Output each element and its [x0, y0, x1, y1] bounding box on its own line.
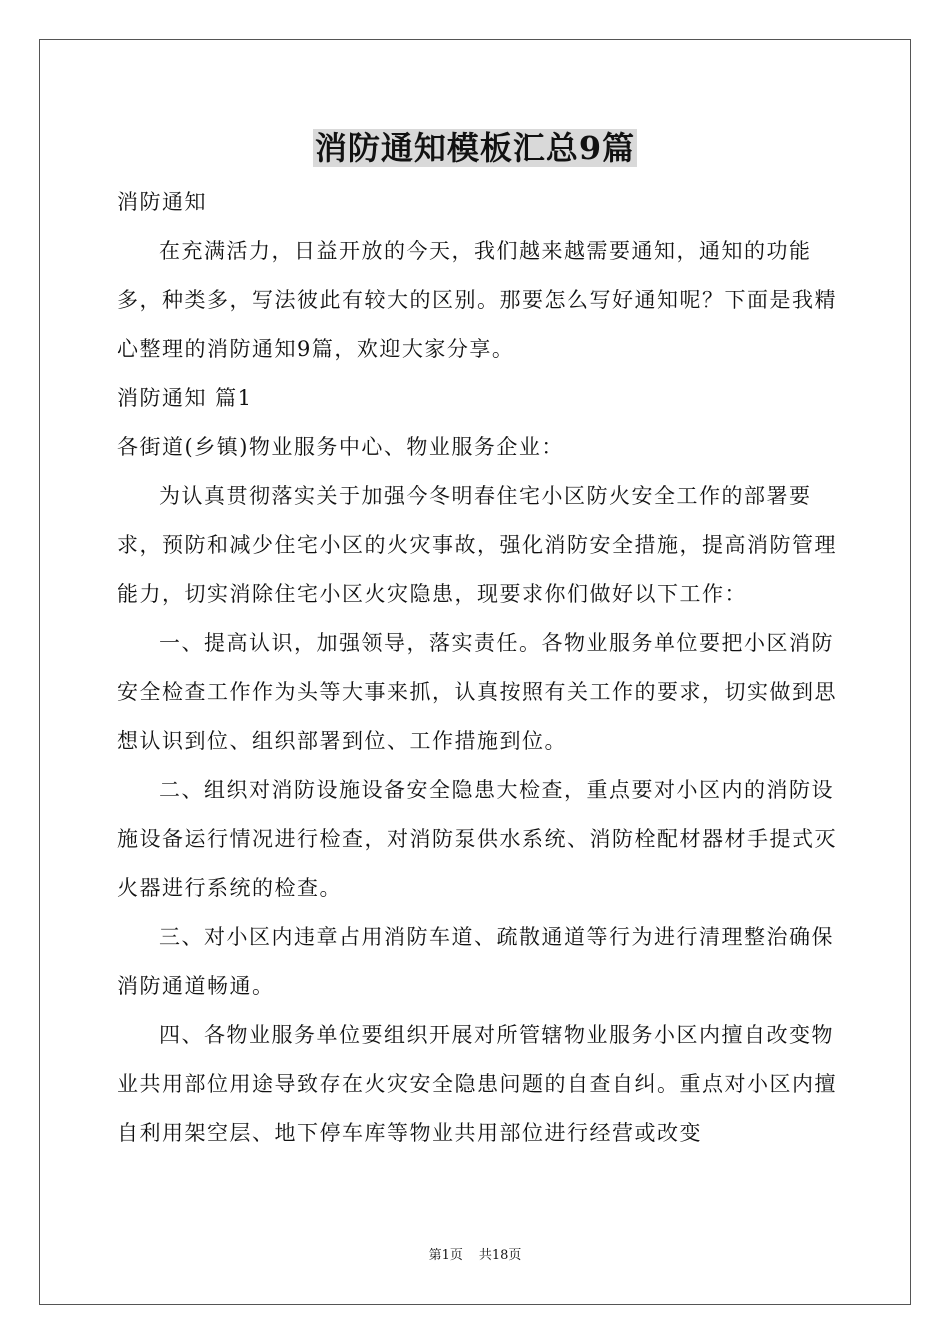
section-label: 消防通知: [117, 190, 207, 214]
page-number-current: 第1页: [428, 1248, 463, 1263]
document-title-text: 消防通知模板汇总9篇: [314, 129, 636, 167]
salutation: 各街道(乡镇)物业服务中心、物业服务企业：: [117, 435, 564, 459]
intro-paragraph: 在充满活力，日益开放的今天，我们越来越需要通知，通知的功能多，种类多，写法彼此有较大的区别。那要怎么写好通知呢？下面是我精心整理的消防通知9篇，欢迎大家分享。: [117, 239, 837, 361]
body-paragraph: 四、各物业服务单位要组织开展对所管辖物业服务小区内擅自改变物业共用部位用途导致存在火灾安全隐患问题的自查自纠。重点对小区内擅自利用架空层、地下停车库等物业共用部位进行经营或改变: [117, 1023, 837, 1145]
section-heading: 消防通知 篇1: [117, 386, 253, 410]
document-body: [117, 178, 837, 1158]
document-title: [0, 126, 950, 170]
body-paragraph: 三、对小区内违章占用消防车道、疏散通道等行为进行清理整治确保消防通道畅通。: [117, 925, 834, 998]
body-paragraph: 一、提高认识，加强领导，落实责任。各物业服务单位要把小区消防安全检查工作作为头等大事来抓，认真按照有关工作的要求，切实做到思想认识到位、组织部署到位、工作措施到位。: [117, 631, 837, 753]
page-footer: [0, 1247, 950, 1265]
page-number-total: 共18页: [478, 1248, 522, 1263]
body-paragraph: 为认真贯彻落实关于加强今冬明春住宅小区防火安全工作的部署要求，预防和减少住宅小区的火灾事故，强化消防安全措施，提高消防管理能力，切实消除住宅小区火灾隐患，现要求你们做好以下工作：: [117, 484, 837, 606]
body-paragraph: 二、组织对消防设施设备安全隐患大检查，重点要对小区内的消防设施设备运行情况进行检查，对消防泵供水系统、消防栓配材器材手提式灭火器进行系统的检查。: [117, 778, 837, 900]
